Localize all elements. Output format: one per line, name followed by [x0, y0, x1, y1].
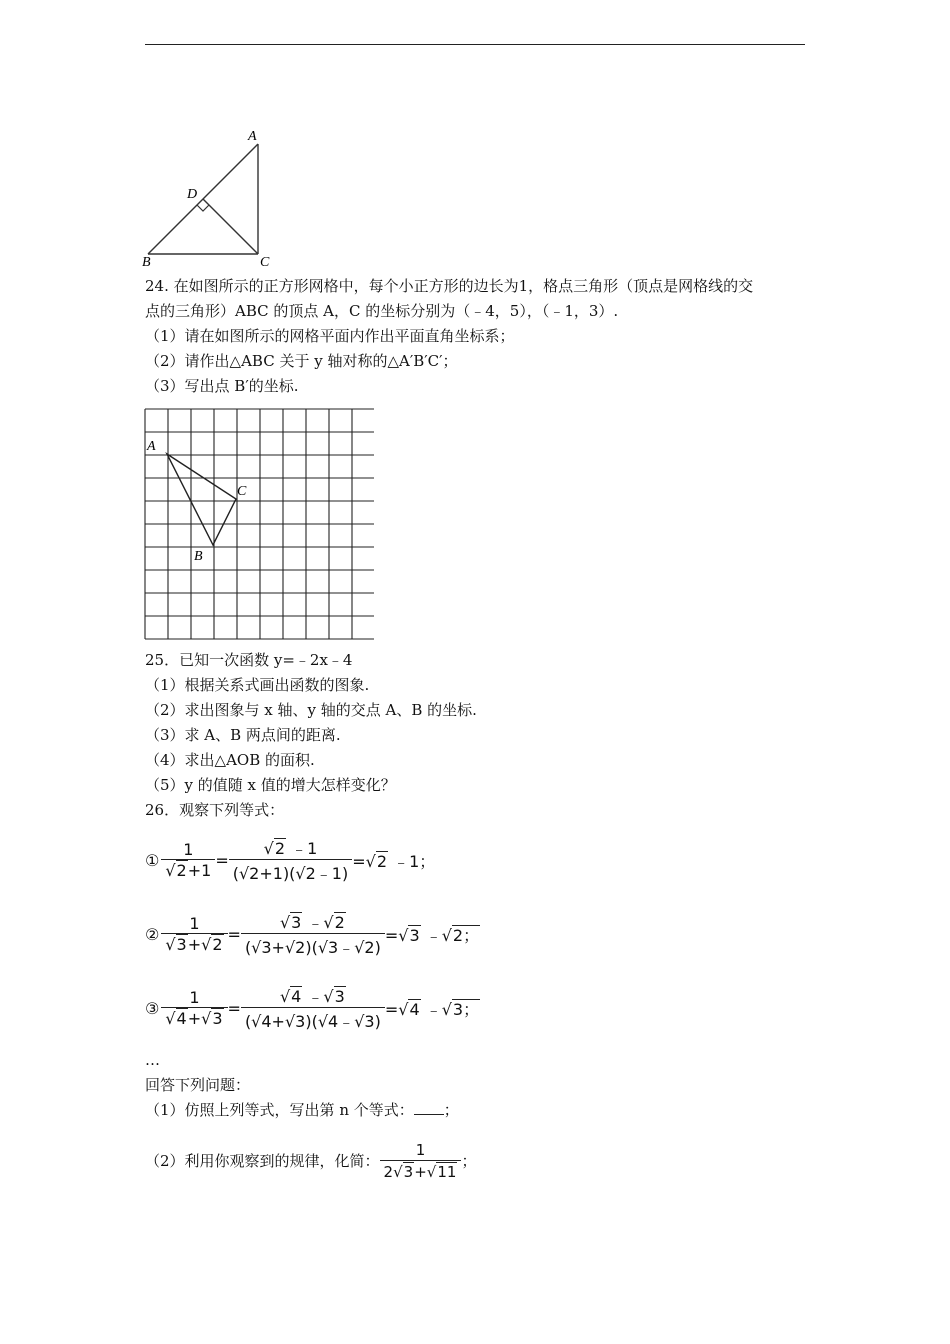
equation-2: ② $\frac{1}{√3+√2}$ = $\frac{√3 ﹣√2}{(√3+√2)(√3﹣√2)}$ =√3 ﹣√2； — [145, 913, 480, 957]
grid-label-a: A — [147, 439, 156, 454]
grid-figure — [144, 408, 374, 640]
q25-stem: 25．已知一次函数 y=﹣2x﹣4 — [145, 651, 353, 669]
q25-part2: （2）求出图象与 x 轴、y 轴的交点 A、B 的坐标. — [145, 701, 477, 719]
q24-part1: （1）请在如图所示的网格平面内作出平面直角坐标系； — [145, 327, 515, 345]
q25-part3: （3）求 A、B 两点间的距离. — [145, 726, 341, 744]
q25-part5: （5）y 的值随 x 值的增大怎样变化？ — [145, 776, 396, 794]
grid-label-c: C — [237, 484, 247, 499]
equation-2-marker: ② — [145, 924, 160, 944]
equation-3-marker: ③ — [145, 998, 160, 1018]
simplify-fraction: $\frac{1}{2√3+√11}$ — [380, 1140, 462, 1182]
label-a: A — [248, 129, 257, 144]
answer-heading: 回答下列问题： — [145, 1076, 251, 1094]
label-c: C — [260, 255, 270, 268]
q25-part1: （1）根据关系式画出函数的图象. — [145, 676, 370, 694]
triangle-figure — [140, 128, 280, 268]
label-d: D — [187, 187, 198, 202]
label-b: B — [142, 255, 151, 268]
q26-stem: 26．观察下列等式： — [145, 801, 285, 819]
equation-3: ③ $\frac{1}{√4+√3}$ = $\frac{√4 ﹣√3}{(√4+√3)(√4﹣√3)}$ =√4 ﹣√3； — [145, 987, 480, 1031]
q24-part2: （2）请作出△ABC 关于 y 轴对称的△A′B′C′； — [145, 352, 458, 370]
q26-part1: （1）仿照上列等式，写出第 n 个等式： ； — [145, 1101, 459, 1119]
answer-blank[interactable] — [414, 1100, 444, 1115]
ellipsis: … — [145, 1051, 160, 1069]
q26-part2: （2）利用你观察到的规律，化简： $\frac{1}{2√3+√11}$ ； — [145, 1141, 477, 1181]
equation-1-marker: ① — [145, 850, 160, 870]
q24-stem-line2: 点的三角形）ABC 的顶点 A，C 的坐标分别为（﹣4，5），（﹣1，3）. — [145, 302, 619, 320]
grid-label-b: B — [194, 549, 203, 564]
header-rule — [145, 44, 805, 45]
q25-part4: （4）求出△AOB 的面积. — [145, 751, 315, 769]
q24-part3: （3）写出点 B′的坐标. — [145, 377, 299, 395]
equation-1: ① $\frac{1}{√2+1}$ = $\frac{√2 ﹣1}{(√2+1)(√2﹣1)}$ =√2 ﹣1； — [145, 839, 436, 883]
q24-stem-line1: 24. 在如图所示的正方形网格中，每个小正方形的边长为1，格点三角形（顶点是网格线的交 — [145, 277, 754, 295]
